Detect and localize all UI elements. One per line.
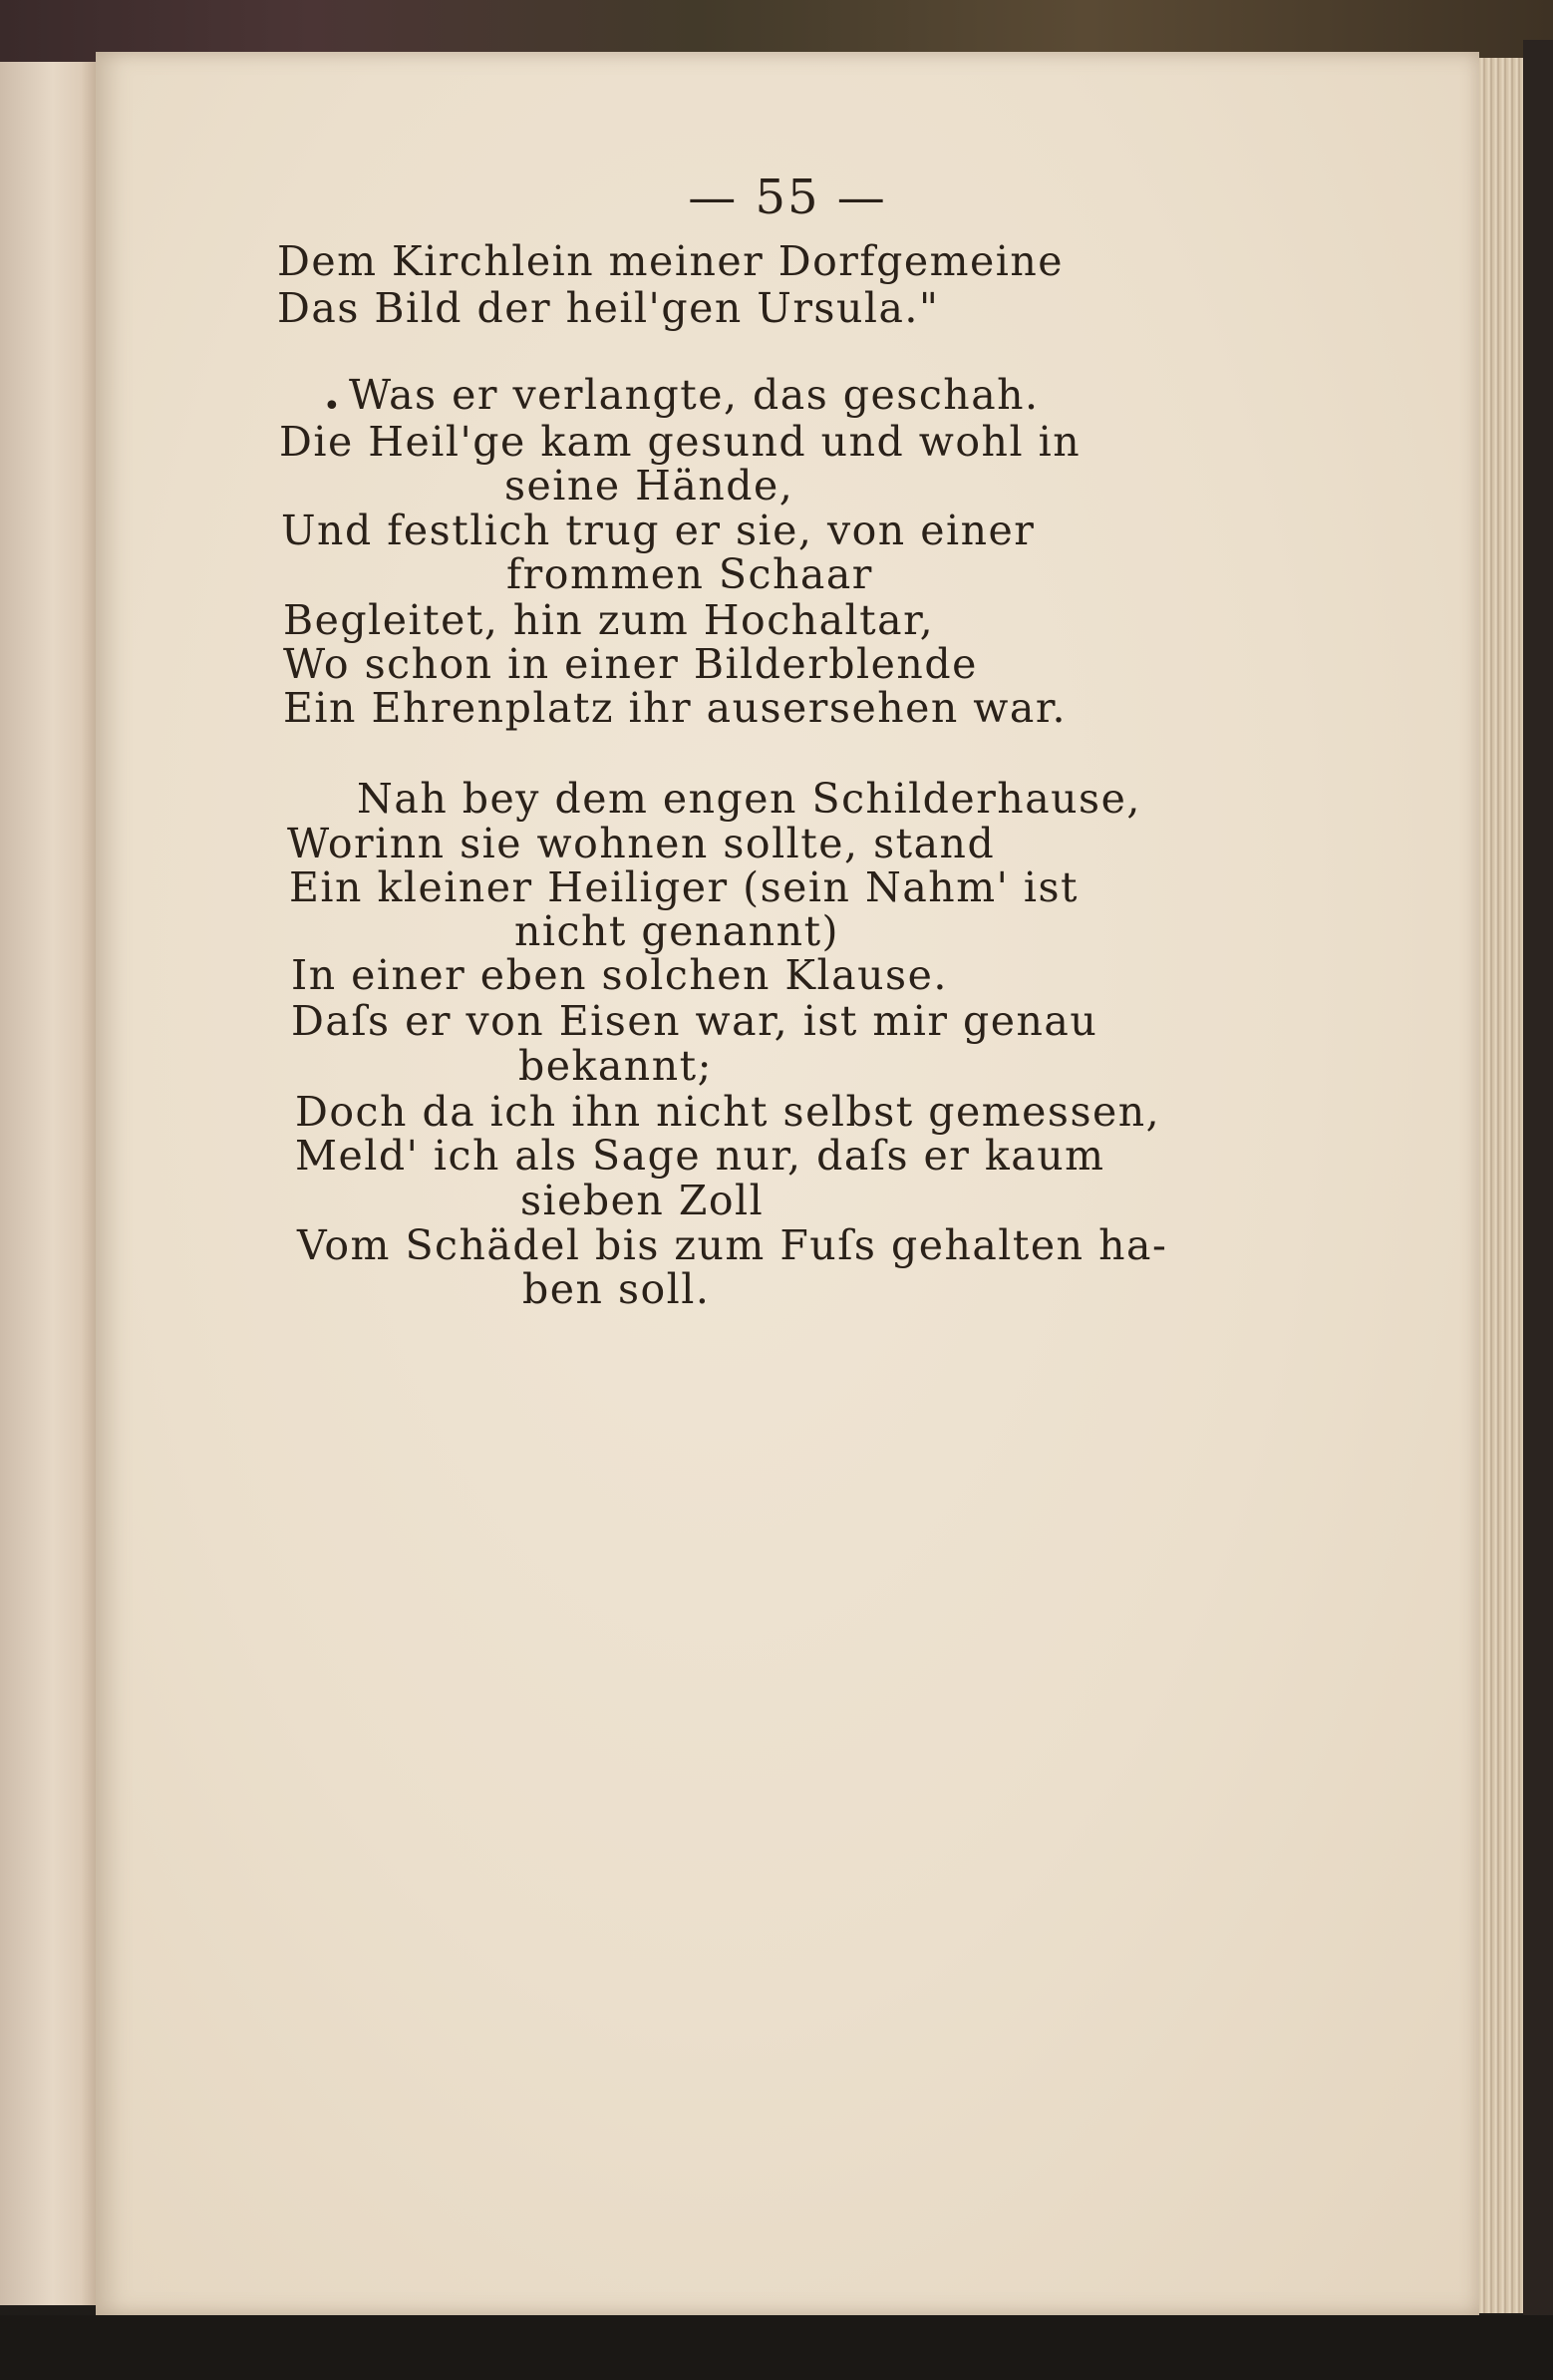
poem-line: Und festlich trug er sie, von einer — [281, 507, 1036, 554]
book-cover-edge — [1523, 40, 1553, 2333]
poem-line-continuation: frommen Schaar — [506, 550, 873, 598]
page-text — [96, 52, 1479, 2315]
poem-line: Meld' ich als Sage nur, daſs er kaum — [295, 1132, 1105, 1180]
poem-line-continuation: seine Hände, — [504, 462, 794, 510]
margin-mark: • — [323, 389, 341, 424]
poem-line: Was er verlangte, das geschah. — [349, 371, 1040, 419]
poem-line-continuation: ben soll. — [522, 1265, 711, 1313]
poem-line-continuation: bekannt; — [518, 1042, 713, 1090]
poem-line: Daſs er von Eisen war, ist mir genau — [291, 997, 1098, 1045]
poem-line: Die Heil'ge kam gesund und wohl in — [279, 418, 1082, 466]
poem-line: Worinn sie wohnen sollte, stand — [287, 820, 996, 867]
poem-line: Dem Kirchlein meiner Dorfgemeine — [277, 237, 1065, 285]
bottom-shadow — [0, 2315, 1553, 2380]
poem-line: Ein Ehrenplatz ihr ausersehen war. — [283, 684, 1067, 732]
poem-line: Ein kleiner Heiliger (sein Nahm' ist — [289, 863, 1079, 911]
poem-line: Nah bey dem engen Schilderhause, — [357, 775, 1141, 823]
page-stack-edge — [1479, 58, 1523, 2313]
poem-line-continuation: nicht genannt) — [514, 907, 840, 955]
page-number: — 55 — — [688, 170, 887, 225]
poem-line: Vom Schädel bis zum Fuſs gehalten ha- — [297, 1221, 1168, 1269]
poem-line-continuation: sieben Zoll — [520, 1177, 765, 1224]
book-page — [96, 52, 1479, 2315]
poem-line: Das Bild der heil'gen Ursula." — [277, 284, 940, 332]
poem-line: Doch da ich ihn nicht selbst gemessen, — [295, 1088, 1161, 1136]
left-page-edge — [0, 62, 96, 2305]
poem-line: In einer eben solchen Klause. — [291, 951, 948, 999]
poem-line: Wo schon in einer Bilderblende — [283, 640, 978, 688]
poem-line: Begleitet, hin zum Hochaltar, — [283, 596, 935, 644]
